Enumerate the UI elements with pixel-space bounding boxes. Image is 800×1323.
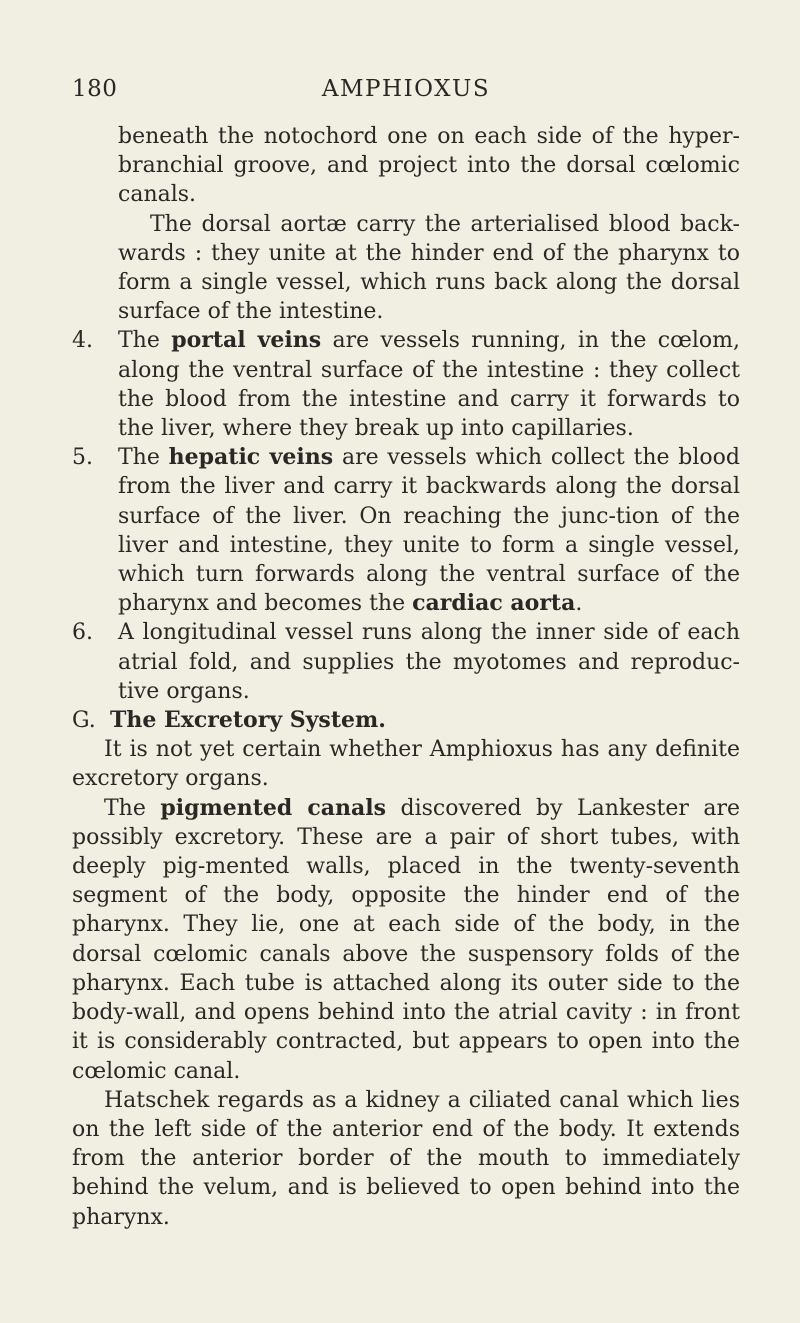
term-bold: hepatic veins	[168, 444, 334, 471]
term-bold: pigmented canals	[160, 794, 387, 821]
section-letter: G.	[72, 708, 96, 734]
excretory-paragraph-3: Hatschek regards as a kidney a ciliated canal which lies on the left side of the anterior end of the body. It extends from the anterior border of the mouth to immediately behind the velum, and is believed to open behind into the pharynx.	[72, 1087, 740, 1230]
item-text: The	[118, 328, 172, 354]
excretory-paragraph-2	[72, 794, 740, 1086]
paragraph-text: The	[104, 795, 161, 821]
dorsal-aortae-paragraph: The dorsal aortæ carry the arterialised blood back-wards : they unite at the hinder end of the pharynx to form a single vessel, which runs back along the dorsal surface of the intestine.	[118, 211, 740, 325]
body-text	[72, 122, 740, 1232]
item-number: 5.	[72, 445, 93, 471]
item-longitudinal-vessel	[72, 618, 740, 706]
item-hepatic-veins	[72, 443, 740, 618]
item-text: are vessels running, in the cœlom, along the ventral surface of the intestine : they collect the blood from the intestine and carry it forwards to the liver, where they break up into capillaries.	[118, 328, 741, 442]
item-text: .	[575, 591, 583, 617]
page-number: 180	[72, 76, 118, 102]
paragraph-text: discovered by Lankester are possibly excretory. These are a pair of short tubes, with deeply pig-mented walls, placed in the twenty-seventh segment of the body, opposite the hinder end of the pharynx. They lie, one at each side of the body, in the dorsal cœlomic canals above the suspensory folds of the pharynx. Each tube is attached along its outer side to the body-wall, and opens behind into the atrial cavity : in front it is considerably contracted, but appears to open into the cœlomic canal.	[72, 795, 741, 1084]
item-number: 4.	[72, 328, 93, 354]
intro-continuation: beneath the notochord one on each side of the hyper-branchial groove, and project into the dorsal cœlomic canals.	[118, 124, 740, 208]
item-text: The	[118, 445, 169, 471]
running-title: AMPHIOXUS	[321, 76, 491, 102]
item-portal-veins	[72, 326, 740, 443]
section-title: The Excretory System.	[110, 707, 386, 734]
section-heading	[72, 706, 740, 735]
term-bold: cardiac aorta	[412, 590, 576, 617]
excretory-paragraph-1: It is not yet certain whether Amphioxus has any definite excretory organs.	[72, 737, 740, 792]
item-text: A longitudinal vessel runs along the inner side of each atrial fold, and supplies the myotomes and reproduc-tive organs.	[118, 620, 740, 704]
page-header	[72, 76, 740, 110]
item-number: 6.	[72, 620, 93, 646]
term-bold: portal veins	[171, 327, 322, 354]
item-text: are vessels which collect the blood from the liver and carry it backwards along the dorsal surface of the liver. On reaching the junc-tion of the liver and intestine, they unite to form a single vessel, which turn forwards along the ventral surface of the pharynx and becomes the	[118, 445, 740, 617]
